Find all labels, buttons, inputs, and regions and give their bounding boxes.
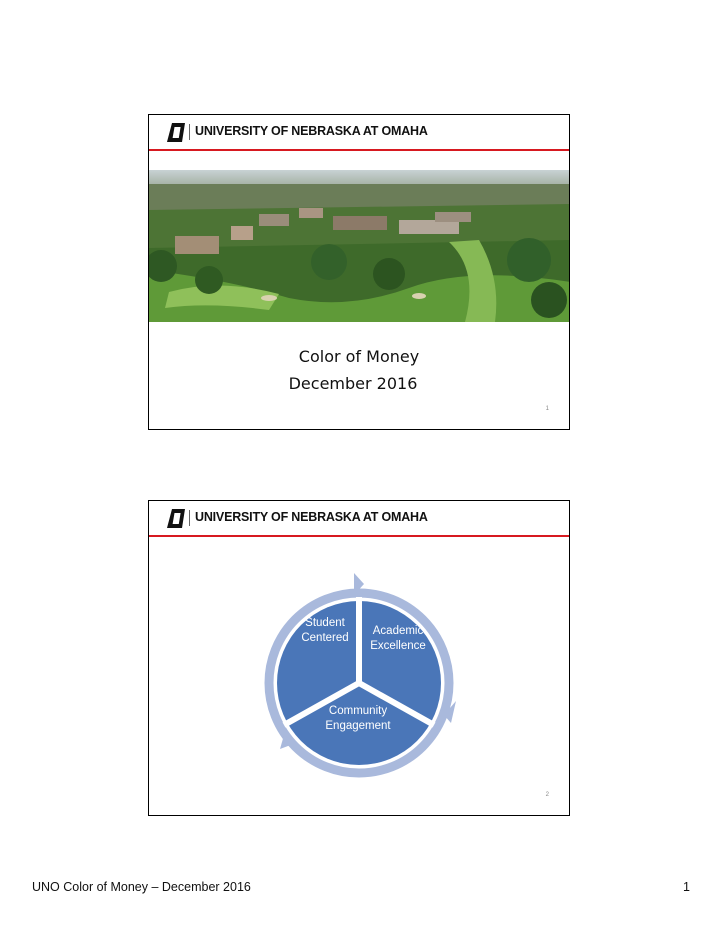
slide-1 [148, 114, 570, 430]
segment-student-line1: Student [305, 617, 345, 629]
uno-o-logo-icon [165, 122, 187, 143]
header-separator [189, 510, 190, 526]
slide-title-line-2: December 2016 [288, 374, 418, 393]
campus-aerial-photo [149, 170, 570, 322]
header-rule [149, 149, 569, 151]
segment-student-line2: Centered [301, 632, 349, 644]
segment-community-line1: Community [328, 705, 388, 717]
page-number: 1 [683, 880, 690, 894]
slide-title-line-1: Color of Money [298, 347, 420, 366]
slide-2 [148, 500, 570, 816]
slide-page-number: 1 [545, 406, 549, 412]
header-separator [189, 124, 190, 140]
cycle-diagram [244, 549, 474, 779]
segment-community-line2: Engagement [325, 720, 391, 732]
university-name: UNIVERSITY OF NEBRASKA AT OMAHA [195, 510, 428, 524]
page-footer: UNO Color of Money – December 2016 [32, 880, 251, 894]
segment-academic-line2: Excellence [370, 640, 426, 652]
uno-o-logo-icon [165, 508, 187, 529]
slide-page-number: 2 [545, 792, 549, 798]
slide-header [149, 501, 569, 537]
header-rule [149, 535, 569, 537]
slide-header [149, 115, 569, 151]
university-name: UNIVERSITY OF NEBRASKA AT OMAHA [195, 124, 428, 138]
segment-academic-line1: Academic [372, 625, 424, 637]
